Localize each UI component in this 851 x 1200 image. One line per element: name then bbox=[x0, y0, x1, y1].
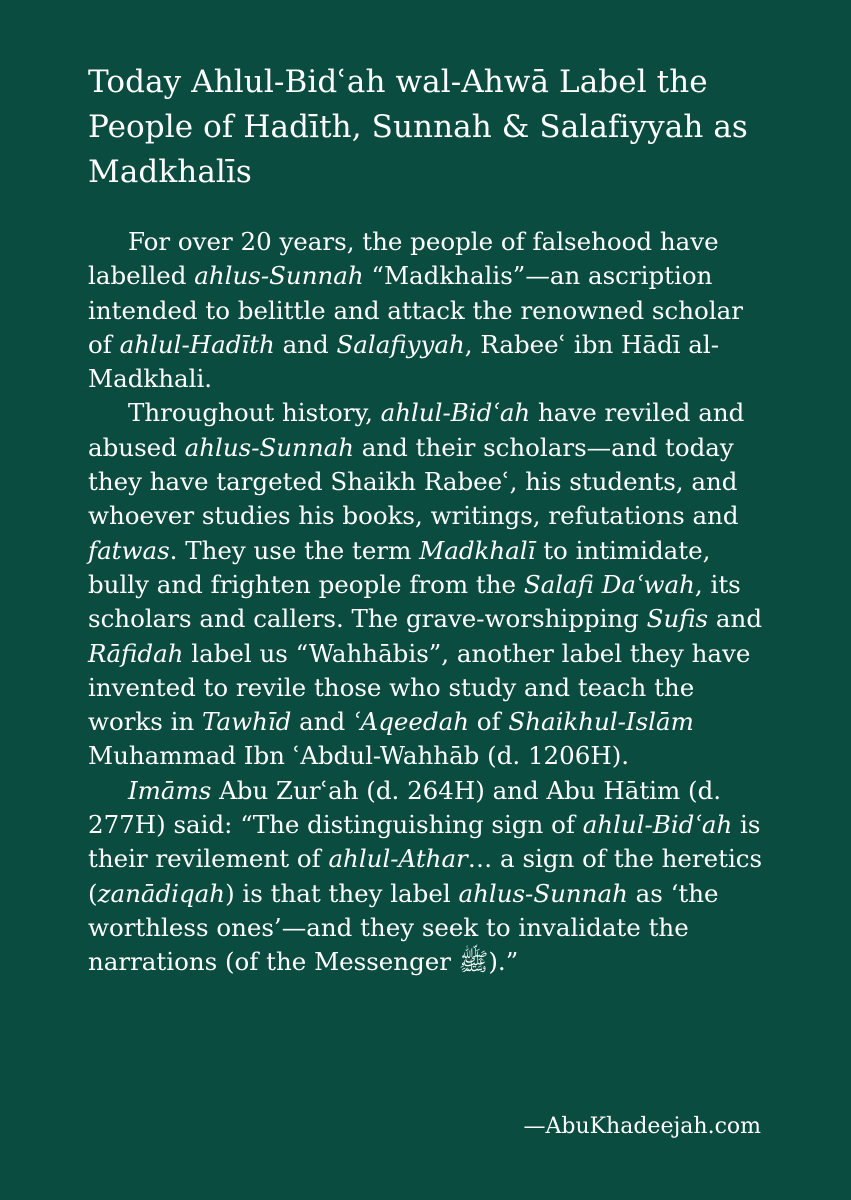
italic-term: ahlus-Sunnah bbox=[458, 878, 628, 908]
italic-term: Rāfidah bbox=[88, 638, 184, 668]
italic-term: ʿAqeedah bbox=[353, 707, 469, 737]
italic-term: Imāms bbox=[128, 775, 212, 805]
paragraph: Throughout history, ahlul-Bidʿah have reviled and abused ahlus-Sunnah and their scholars—and today they have targeted Shaikh Rabeeʿ, his students, and whoever studies his books, writings, refutations and fatwas. They use the term Madkhalī to intimidate, bully and frighten people from the Salafi Daʿwah, its scholars and callers. The grave-worshipping Sufis and Rāfidah label us “Wahhābis”, another label they have invented to revile those who study and teach the works in Tawhīd and ʿAqeedah of Shaikhul-Islām Muhammad Ibn ʿAbdul-Wahhāb (d. 1206H). bbox=[88, 398, 762, 771]
italic-term: Salafi Daʿwah bbox=[523, 569, 695, 599]
article-body bbox=[88, 225, 771, 980]
italic-term: ahlul-Bidʿah bbox=[380, 398, 531, 428]
italic-term: ahlul-Athar bbox=[328, 844, 468, 874]
italic-term: Tawhīd bbox=[202, 707, 292, 737]
page-title: Today Ahlul-Bidʿah wal-Ahwā Label the People of Hadīth, Sunnah & Salafiyyah as Madkhalīs bbox=[88, 64, 748, 190]
italic-term: ahlus-Sunnah bbox=[184, 432, 354, 462]
italic-term: Salafiyyah bbox=[336, 329, 465, 359]
italic-term: Sufis bbox=[646, 604, 709, 634]
italic-term: ahlul-Hadīth bbox=[119, 329, 275, 359]
italic-term: ahlus-Sunnah bbox=[194, 261, 364, 291]
italic-term: ahlul-Bidʿah bbox=[582, 810, 733, 840]
paragraph: For over 20 years, the people of falsehood have labelled ahlus-Sunnah “Madkhalis”—an ascription intended to belittle and attack the renowned scholar of ahlul-Hadīth and Salafiyyah, Rabeeʿ ibn Hādī al-Madkhali. bbox=[88, 227, 743, 394]
italic-term: fatwas bbox=[88, 535, 170, 565]
italic-term: zanādiqah bbox=[97, 878, 226, 908]
italic-term: Shaikhul-Islām bbox=[508, 707, 694, 737]
paragraph: Imāms Abu Zurʿah (d. 264H) and Abu Hātim (d. 277H) said: “The distinguishing sign of ahlul-Bidʿah is their revilement of ahlul-Athar… a sign of the heretics (zanādiqah) is that they label ahlus-Sunnah as ‘the worthless ones’—and they seek to invalidate the narrations (of the Messenger ﷺ).” bbox=[88, 775, 763, 977]
italic-term: Madkhalī bbox=[419, 535, 536, 565]
source-attribution: —AbuKhadeejah.com bbox=[523, 1114, 761, 1139]
